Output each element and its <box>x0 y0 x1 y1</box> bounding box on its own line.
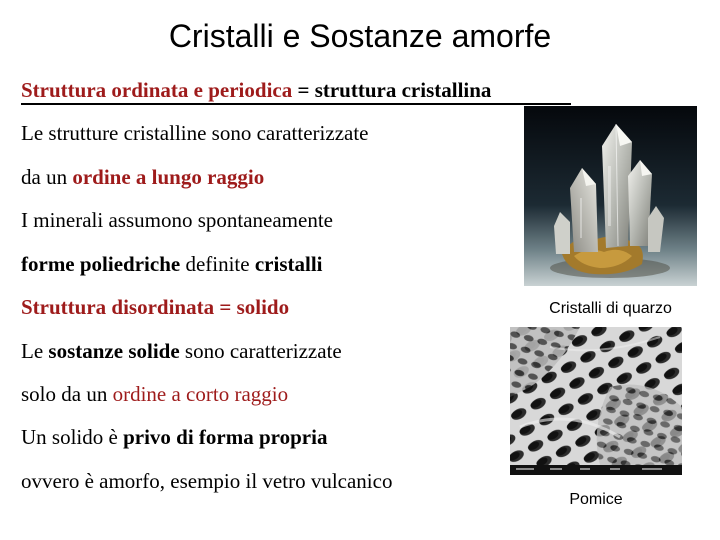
line-ordered-structure <box>21 78 491 103</box>
short-range-order-term: ordine a corto raggio <box>112 382 289 406</box>
line-crystal-characterized <box>21 121 369 146</box>
line-no-shape <box>21 425 327 450</box>
text-definite: definite <box>180 252 255 276</box>
pumice-caption: Pomice <box>569 491 623 508</box>
divider-line <box>21 103 571 105</box>
text-le: Le <box>21 339 49 363</box>
ordered-structure-term: Struttura ordinata e periodica <box>21 78 293 102</box>
solid-substances-term: sostanze solide <box>48 339 180 363</box>
line-minerals-assume <box>21 208 333 233</box>
line-amorphous-example <box>21 469 392 494</box>
line-long-range-order <box>21 165 264 190</box>
slide-title: Cristalli e Sostanze amorfe <box>168 18 552 54</box>
text-minerals-assume: I minerali assumono spontaneamente <box>21 208 333 232</box>
pumice-image <box>510 327 682 475</box>
no-own-shape-term: privo di forma propria <box>123 425 328 449</box>
text-crystal-characterized: Le strutture cristalline sono caratterizzate <box>21 121 369 145</box>
crystalline-structure-term: = struttura cristallina <box>292 78 492 102</box>
line-polyhedral-forms <box>21 252 323 277</box>
quartz-caption: Cristalli di quarzo <box>549 300 672 317</box>
text-solo-da-un: solo da un <box>21 382 113 406</box>
text-amorphous-example: ovvero è amorfo, esempio il vetro vulcanico <box>21 469 393 493</box>
quartz-crystals-image <box>524 106 697 286</box>
line-solid-substances <box>21 339 342 364</box>
line-disordered-structure <box>21 295 289 320</box>
text-un-solido: Un solido è <box>21 425 124 449</box>
disordered-structure-term: Struttura disordinata = solido <box>21 295 290 319</box>
line-short-range-order <box>21 382 288 407</box>
crystals-term: cristalli <box>254 252 323 276</box>
long-range-order-term: ordine a lungo raggio <box>72 165 265 189</box>
polyhedral-forms-term: forme poliedriche <box>21 252 181 276</box>
text-da-un: da un <box>21 165 73 189</box>
text-characterized: sono caratterizzate <box>179 339 342 363</box>
